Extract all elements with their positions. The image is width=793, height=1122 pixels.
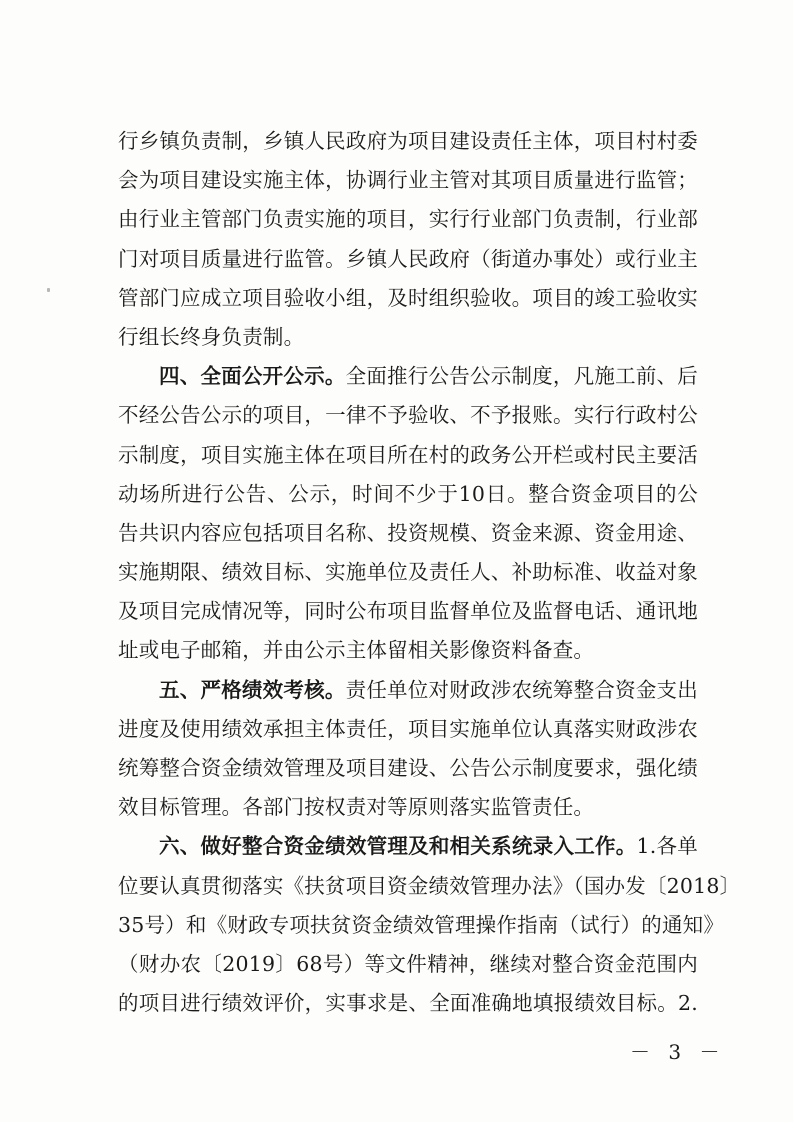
section-5-heading: 五、严格绩效考核。 (159, 677, 346, 702)
body-line: 会为项目建设实施主体，协调行业主管对其项目质量进行监管； (118, 168, 698, 193)
body-line: 及项目完成情况等，同时公布项目监督单位及监督电话、通讯地 (118, 599, 698, 624)
section-5-first-line-text: 责任单位对财政涉农统筹整合资金支出 (345, 677, 698, 702)
body-line: 管部门应成立项目验收小组，及时组织验收。项目的竣工验收实 (118, 285, 698, 310)
body-line: 告共识内容应包括项目名称、投资规模、资金来源、资金用途、 (118, 520, 698, 545)
section-5-first-line (118, 671, 698, 710)
section-4-heading: 四、全面公开公示。 (159, 364, 346, 389)
body-line: 35号）和《财政专项扶贫资金绩效管理操作指南（试行）的通知》 (118, 912, 725, 937)
body-line: 行乡镇负责制，乡镇人民政府为项目建设责任主体，项目村村委 (118, 129, 698, 153)
body-line: 统筹整合资金绩效管理及项目建设、公告公示制度要求，强化绩 (118, 756, 698, 780)
section-4-first-line (118, 357, 698, 396)
section-4-first-line-text: 全面推行公告公示制度，凡施工前、后 (345, 364, 698, 389)
section-6-heading: 六、做好整合资金绩效管理及和相关系统录入工作。 (159, 834, 637, 859)
body-line: 动场所进行公告、公示，时间不少于10日。整合资金项目的公 (118, 481, 698, 506)
body-line: 不经公告公示的项目，一律不予验收、不予报账。实行行政村公 (118, 403, 698, 428)
body-line: 行组长终身负责制。 (118, 324, 305, 349)
body-line: 由行业主管部门负责实施的项目，实行行业部门负责制，行业部 (118, 207, 698, 232)
body-line: 门对项目质量进行监管。乡镇人民政府（街道办事处）或行业主 (118, 246, 698, 271)
body-line: 进度及使用绩效承担主体责任，项目实施单位认真落实财政涉农 (118, 716, 698, 741)
body-line: 的项目进行绩效评价，实事求是、全面准确地填报绩效目标。2. (118, 991, 698, 1016)
body-line: 示制度，项目实施主体在项目所在村的政务公开栏或村民主要活 (118, 442, 698, 467)
section-6-first-line-text: 1.各单 (636, 834, 698, 859)
body-line: 效目标管理。各部门按权责对等原则落实监管责任。 (118, 795, 595, 820)
body-line: （财办农〔2019〕68号）等文件精神，继续对整合资金范围内 (118, 951, 698, 976)
section-6-first-line (118, 827, 698, 866)
scan-speck (47, 288, 50, 292)
body-line: 实施期限、绩效目标、实施单位及责任人、补助标准、收益对象 (118, 560, 698, 585)
body-line: 位要认真贯彻落实《扶贫项目资金绩效管理办法》（国办发〔2018〕 (118, 873, 741, 898)
page-number: － 3 － (630, 1040, 726, 1064)
document-body (118, 122, 741, 1023)
body-line: 址或电子邮箱，并由公示主体留相关影像资料备查。 (118, 638, 595, 663)
